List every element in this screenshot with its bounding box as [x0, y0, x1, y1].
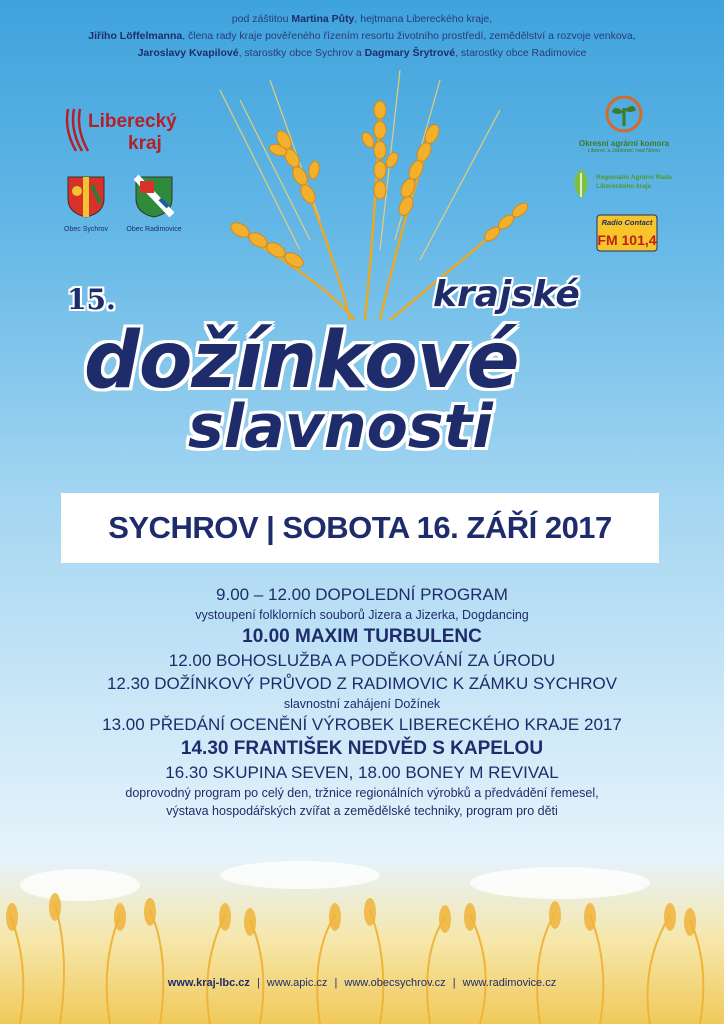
shield-sychrov-icon — [66, 175, 106, 219]
title-slavnosti: slavnosti — [188, 392, 493, 462]
patron-role-4: , starostky obce Radimovice — [455, 47, 587, 59]
edition-number: 15. — [67, 283, 116, 316]
okresni-sub: Liberec a Jablonec nad Nisou — [587, 148, 661, 154]
patronage-line-1 — [0, 11, 724, 28]
coat-of-arms-sychrov — [56, 175, 116, 233]
patron-role-1: , hejtmana Libereckého kraje, — [354, 13, 493, 25]
caption-sychrov: Obec Sychrov — [64, 226, 108, 233]
regional-line-2: Libereckého kraje — [596, 183, 652, 190]
title-dozinkove: dožínkové — [84, 316, 519, 406]
program-item: 9.00 – 12.00 DOPOLEDNÍ PROGRAM — [216, 585, 508, 604]
program-item: 12.00 BOHOSLUŽBA A PODĚKOVÁNÍ ZA ÚRODU — [168, 651, 556, 670]
patron-role-2: , člena rady kraje pověřeného řízením resortu životního prostředí, zemědělství a rozvoje venkova, — [182, 30, 636, 42]
liberecky-kraj-logo — [62, 105, 192, 155]
okresni-name: Okresní agrární komora — [578, 139, 670, 148]
footer-links — [0, 977, 724, 989]
regional-text — [596, 173, 672, 191]
link-kraj-lbc[interactable]: www.kraj-lbc.cz — [167, 977, 250, 989]
patron-name-3: Jaroslavy Kvapilové — [137, 47, 239, 59]
program-item: 12.30 DOŽÍNKOVÝ PRŮVOD Z RADIMOVIC K ZÁMKU SYCHROV — [106, 674, 618, 693]
radio-name: Radio Contact — [601, 218, 653, 227]
liberecky-logo-text-2: kraj — [128, 133, 162, 154]
liberecky-logo-text-1: Liberecký — [88, 111, 177, 132]
link-radimovice[interactable]: www.radimovice.cz — [462, 977, 557, 989]
title-krajske: krajské — [433, 274, 580, 315]
patronage-line-2 — [0, 28, 724, 45]
program-item: výstava hospodářských zvířat a zemědělské techniky, program pro děti — [166, 804, 558, 818]
footer-separator: | — [334, 977, 338, 989]
place-date-banner — [61, 493, 659, 563]
program-item: slavnostní zahájení Dožínek — [283, 697, 441, 711]
footer-separator: | — [452, 977, 456, 989]
radio-frequency: FM 101,4 — [597, 232, 657, 248]
patronage-prefix: pod záštitou — [231, 13, 289, 25]
patronage-text — [0, 11, 724, 62]
leaf-icon — [568, 167, 594, 201]
patron-name-1: Martina Půty — [291, 13, 355, 25]
program-item: 16.30 SKUPINA SEVEN, 18.00 BONEY M REVIVAL — [165, 763, 559, 782]
patron-role-3: , starostky obce Sychrov a — [238, 47, 362, 59]
link-obecsychrov[interactable]: www.obecsychrov.cz — [344, 977, 446, 989]
place-date-text: SYCHROV | SOBOTA 16. ZÁŘÍ 2017 — [108, 510, 612, 545]
wheat-field-illustration — [0, 845, 724, 1024]
patron-name-2: Jiřího Löffelmanna — [88, 30, 183, 42]
program-item: 14.30 FRANTIŠEK NEDVĚD S KAPELOU — [180, 738, 544, 759]
program-item: vystoupení folklorních souborů Jizera a Jizerka, Dogdancing — [195, 608, 529, 622]
regional-line-1: Regionální Agrární Rada — [596, 174, 672, 181]
patron-name-4: Dagmary Šrytrové — [364, 47, 456, 59]
program-item: doprovodný program po celý den, tržnice regionálních výrobků a předvádění řemesel, — [125, 786, 599, 800]
footer-separator: | — [256, 977, 260, 989]
coat-of-arms-radimovice — [124, 175, 184, 233]
radio-contact-logo — [596, 214, 658, 252]
patronage-line-3 — [0, 45, 724, 62]
link-apic[interactable]: www.apic.cz — [266, 977, 328, 989]
program-list — [0, 583, 724, 820]
agrarni-komora-emblem-icon — [604, 94, 644, 134]
shield-radimovice-icon — [134, 175, 174, 219]
program-item: 13.00 PŘEDÁNÍ OCENĚNÍ VÝROBEK LIBERECKÉHO KRAJE 2017 — [102, 715, 622, 734]
caption-radimovice: Obec Radimovice — [126, 226, 182, 233]
okresni-agrarni-komora-logo — [568, 94, 680, 154]
regionalni-agrarni-rada-logo — [568, 165, 688, 205]
program-item: 10.00 MAXIM TURBULENC — [242, 626, 482, 647]
